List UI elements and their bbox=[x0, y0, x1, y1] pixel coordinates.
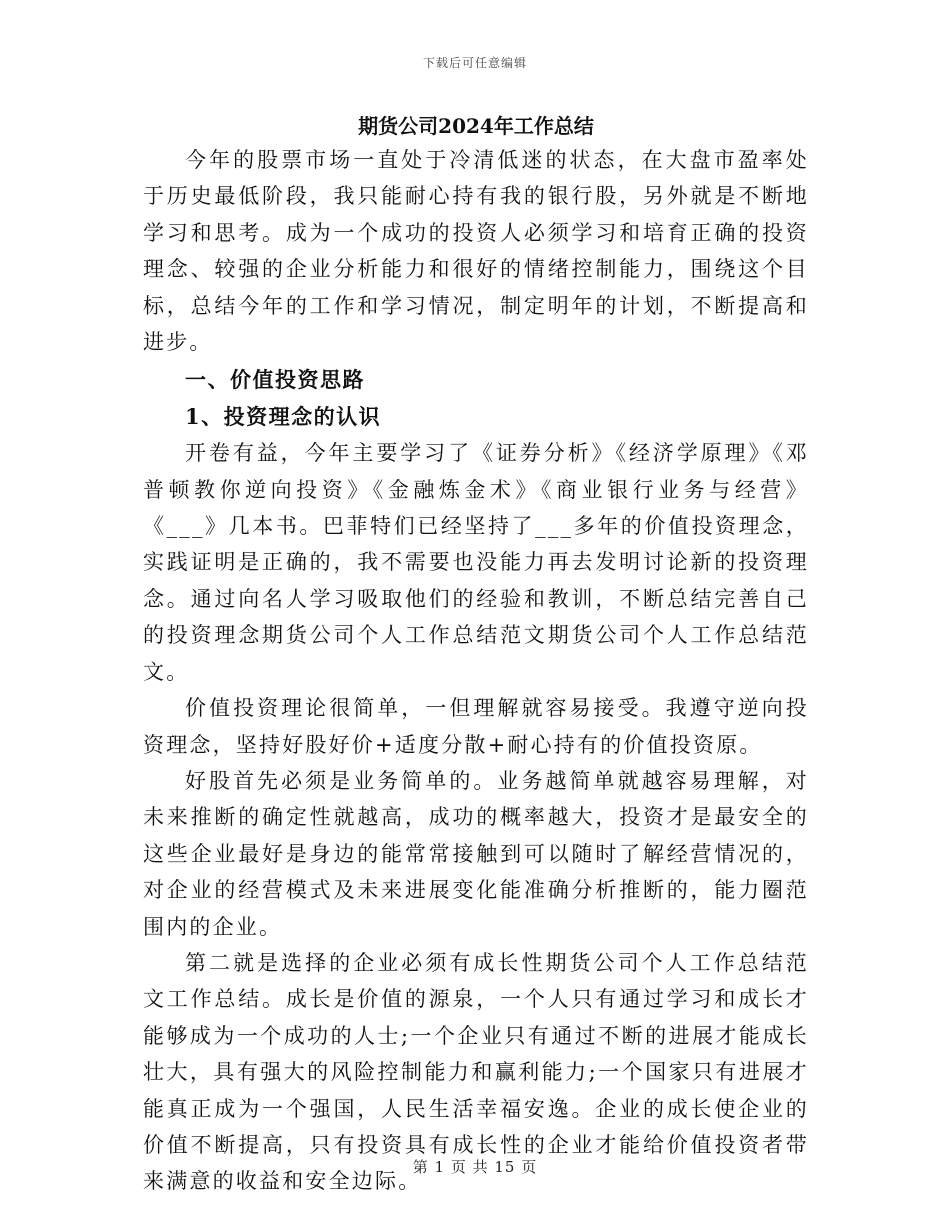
paragraph-intro: 今年的股票市场一直处于冷清低迷的状态，在大盘市盈率处于历史最低阶段，我只能耐心持有我的银行股，另外就是不断地学习和思考。成为一个成功的投资人必须学习和培育正确的投资理念、较强的企业分析能力和很好的情绪控制能力，围绕这个目标，总结今年的工作和学习情况，制定明年的计划，不断提高和进步。 bbox=[143, 148, 809, 355]
paragraph-reading: 开卷有益，今年主要学习了《证券分析》《经济学原理》《邓普顿教你逆向投资》《金融炼金术》《商业银行业务与经营》《___》几本书。巴菲特们已经坚持了___多年的价值投资理念，实践证明是正确的，我不需要也没能力再去发明讨论新的投资理念。通过向名人学习吸取他们的经验和教训，不断总结完善自己的投资理念期货公司个人工作总结范文期货公司个人工作总结范文。 bbox=[143, 441, 809, 684]
section-heading-value-investing: 一、价值投资思路 bbox=[185, 367, 365, 393]
paragraph-value-theory: 价值投资理论很简单，一但理解就容易接受。我遵守逆向投资理念，坚持好股好价+适度分散+耐心持有的价值投资原。 bbox=[143, 696, 809, 757]
paragraph-growth: 第二就是选择的企业必须有成长性期货公司个人工作总结范文工作总结。成长是价值的源泉，一个人只有通过学习和成长才能够成为一个成功的人士;一个企业只有通过不断的进展才能成长壮大，具有强大的风险控制能力和赢利能力;一个国家只有进展才能真正成为一个强国，人民生活幸福安逸。企业的成长使企业的价值不断提高，只有投资具有成长性的企业才能给价值投资者带来满意的收益和安全边际。 bbox=[143, 950, 809, 1194]
header-note: 下载后可任意编辑 bbox=[422, 56, 527, 70]
subsection-heading-investment-philosophy: 1、投资理念的认识 bbox=[185, 403, 382, 429]
paragraph-good-stocks: 好股首先必须是业务简单的。业务越简单就越容易理解，对未来推断的确定性就越高，成功的概率越大，投资才是最安全的这些企业最好是身边的能常常接触到可以随时了解经营情况的，对企业的经营模式及未来进展变化能准确分析推断的，能力圈范围内的企业。 bbox=[143, 768, 809, 939]
document-body bbox=[143, 104, 809, 1200]
page-footer: 第 1 页 共 15 页 bbox=[412, 1158, 538, 1176]
document-title: 期货公司2024年工作总结 bbox=[358, 114, 594, 138]
